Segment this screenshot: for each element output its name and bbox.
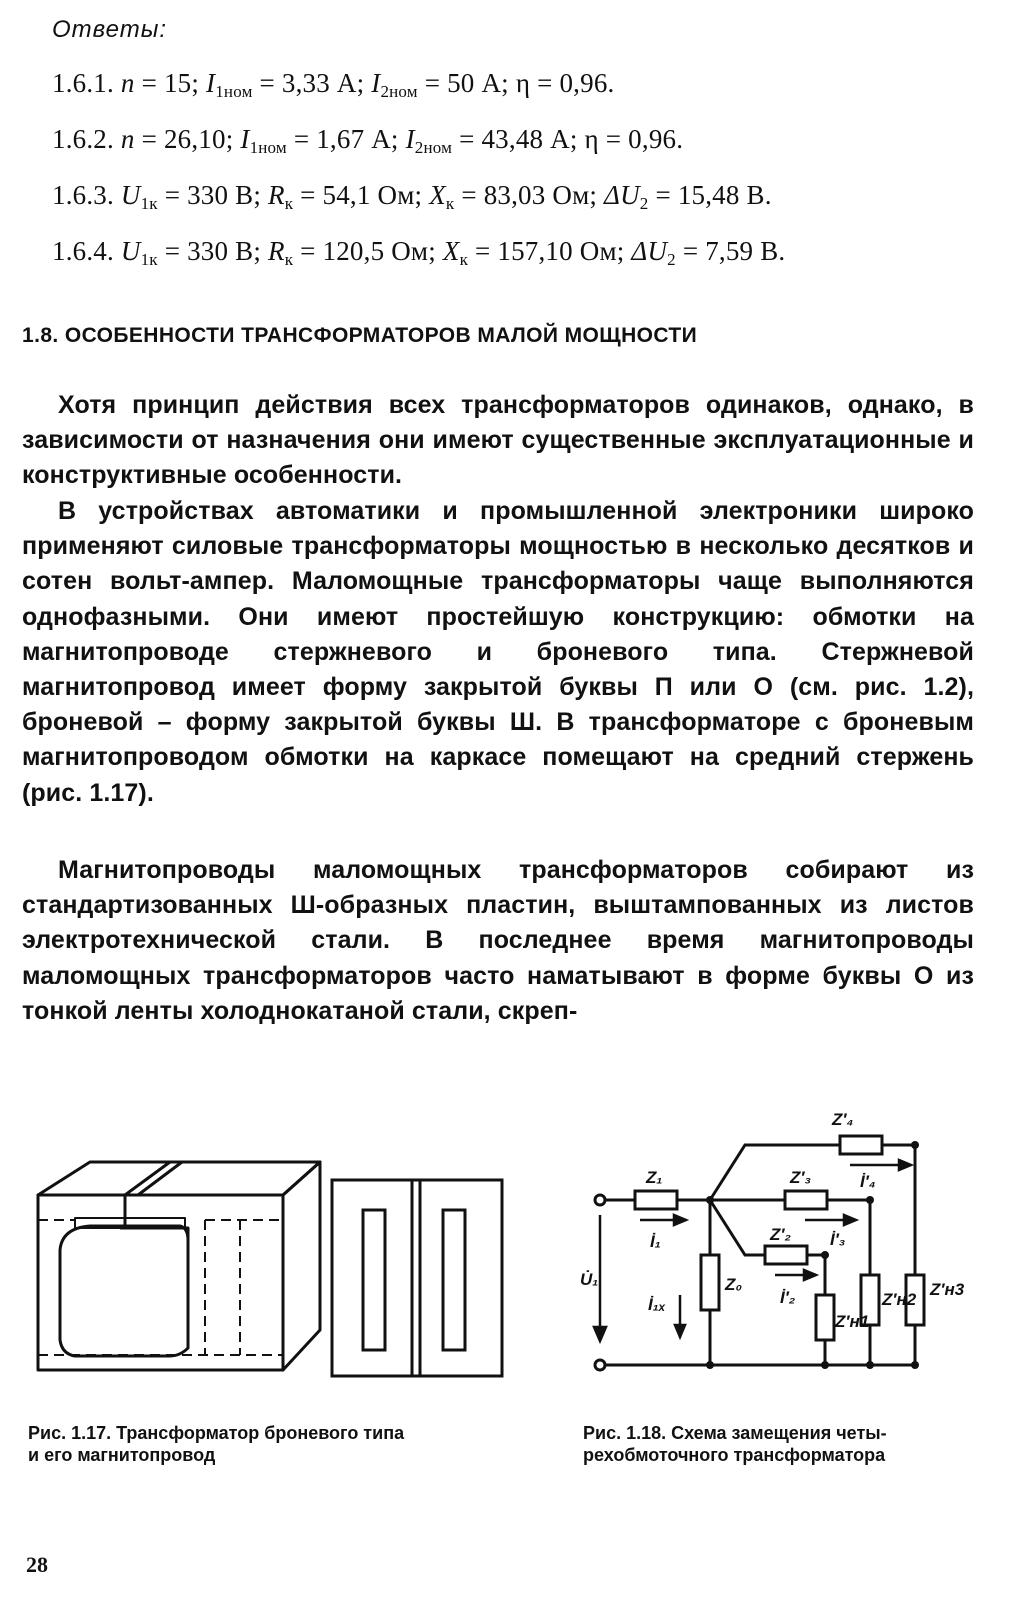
- label-i2: İ′₂: [780, 1288, 796, 1307]
- var-i: I: [371, 68, 381, 98]
- label-zn2: Z′н2: [882, 1290, 917, 1309]
- var-n: n: [120, 68, 135, 98]
- label-i1: İ₁: [650, 1232, 661, 1251]
- var-x: X: [429, 180, 446, 210]
- figure-1-18-circuit: [580, 1095, 980, 1390]
- i4-arrow: [899, 1160, 911, 1170]
- answer-number: 1.6.3.: [52, 180, 114, 210]
- subscript: 1ном: [215, 82, 253, 101]
- subscript: 1к: [140, 250, 158, 269]
- subscript: 2ном: [414, 138, 453, 157]
- answer-number: 1.6.1.: [52, 68, 114, 98]
- value: = 83,03 Ом;: [461, 180, 598, 210]
- value: = 120,5 Ом;: [300, 236, 436, 266]
- value: = 157,10 Ом;: [475, 236, 625, 266]
- answer-line: [52, 236, 785, 270]
- i2-arrow: [804, 1270, 816, 1280]
- input-terminal-top: [595, 1195, 605, 1205]
- var-r: R: [268, 236, 285, 266]
- var-i: I: [240, 124, 250, 154]
- var-r: R: [268, 180, 285, 210]
- value: = 330 В;: [164, 236, 262, 266]
- z3-resistor: [785, 1191, 827, 1209]
- z2-resistor: [765, 1246, 807, 1264]
- core-window-right: [443, 1210, 465, 1350]
- figure-1-18-caption: [583, 1422, 887, 1466]
- subscript: 1ном: [249, 138, 287, 157]
- i3-arrow: [844, 1215, 856, 1225]
- value: = 15;: [141, 68, 200, 98]
- answer-number: 1.6.2.: [52, 124, 114, 154]
- figure-1-17-caption: [28, 1422, 404, 1466]
- core-side-face: [283, 1162, 320, 1370]
- section-heading: 1.8. ОСОБЕННОСТИ ТРАНСФОРМАТОРОВ МАЛОЙ МОЩНОСТИ: [22, 324, 698, 347]
- value: = 26,10;: [141, 124, 234, 154]
- core-top-face: [38, 1162, 320, 1195]
- subscript: 2: [639, 194, 649, 213]
- value: = 54,1 Ом;: [300, 180, 423, 210]
- paragraph: Хотя принцип действия всех трансформаторов одинаков, однако, в зависимости от назначения они имеют существенные эксплуатационные и конструктивные особенности.: [22, 391, 974, 490]
- z4-resistor: [840, 1136, 882, 1154]
- var-du: ΔU: [631, 236, 668, 266]
- label-zn3: Z′н3: [930, 1280, 965, 1299]
- var-x: X: [442, 236, 460, 266]
- answer-line: [52, 124, 683, 158]
- value: = 43,48 А;: [459, 124, 578, 154]
- caption-line: Рис. 1.17. Трансформатор броневого типа: [28, 1423, 405, 1443]
- value: = 15,48 В.: [655, 180, 772, 210]
- label-z1: Z₁: [646, 1168, 663, 1187]
- z0-resistor: [701, 1255, 719, 1310]
- subscript: к: [445, 194, 455, 213]
- var-u: U: [120, 180, 141, 210]
- caption-line: Рис. 1.18. Схема замещения четы-: [583, 1423, 887, 1443]
- page-number: 28: [26, 1552, 48, 1577]
- label-z0: Z₀: [725, 1275, 743, 1294]
- label-zn1: Z′н1: [835, 1312, 870, 1331]
- subscript: к: [284, 194, 294, 213]
- value: = 3,33 А;: [259, 68, 365, 98]
- label-i1x: İ₁ₓ: [648, 1295, 666, 1314]
- i1x-arrow: [675, 1325, 685, 1337]
- var-n: n: [120, 124, 135, 154]
- caption-line: и его магнитопровод: [28, 1445, 216, 1465]
- label-z3: Z′₃: [790, 1168, 812, 1187]
- label-i3: İ′₃: [830, 1230, 846, 1249]
- core-window-left: [363, 1210, 385, 1350]
- input-terminal-bottom: [595, 1360, 605, 1370]
- label-u1: U̇₁: [580, 1270, 599, 1289]
- answer-number: 1.6.4.: [52, 236, 114, 266]
- subscript: к: [459, 250, 469, 269]
- label-z4: Z′₄: [832, 1110, 854, 1129]
- winding-coil: [60, 1226, 188, 1356]
- answer-line: [52, 68, 614, 102]
- paragraph: Магнитопроводы маломощных трансформаторов собирают из стандартизованных Ш-образных пластин, выштампованных из листов электротехнической стали. В последнее время магнитопроводы маломощных трансформаторов часто наматывают в форме буквы О из тонкой ленты холоднокатаной стали, скреп-: [22, 856, 974, 1025]
- subscript: к: [284, 250, 294, 269]
- var-du: ΔU: [604, 180, 640, 210]
- subscript: 1к: [140, 194, 158, 213]
- z1-resistor: [635, 1191, 677, 1209]
- core-outline: [332, 1180, 502, 1376]
- var-i: I: [405, 124, 415, 154]
- paragraph: В устройствах автоматики и промышленной электроники широко применяют силовые трансформаторы мощностью в несколько десятков и сотен вольт-ампер. Маломощные трансформаторы чаще выполняются однофазными. Они имеют простейшую конструкцию: обмотки на магнитопроводе стержневого и броневого типа. Стержневой магнитопровод имеет форму закрытой буквы П или О (см. рис. 1.2), броневой – форму закрытой буквы Ш. В трансформаторе с броневым магнитопроводом обмотки на каркасе помещают на средний стержень (рис. 1.17).: [22, 497, 974, 807]
- value: = 330 В;: [164, 180, 262, 210]
- i1-arrow: [674, 1215, 686, 1225]
- subscript: 2ном: [380, 82, 418, 101]
- var-i: I: [206, 68, 216, 98]
- answer-line: [52, 180, 772, 214]
- figure-1-17-drawing: [20, 1140, 540, 1380]
- efficiency: η = 0,96.: [584, 124, 684, 154]
- value: = 50 А;: [424, 68, 509, 98]
- zn1-resistor: [816, 1295, 834, 1340]
- u1-arrow: [594, 1327, 606, 1341]
- answers-label: Ответы:: [52, 16, 168, 43]
- caption-line: рехобмоточного трансформатора: [583, 1445, 886, 1465]
- label-z2: Z′₂: [770, 1225, 791, 1244]
- label-i4: İ′₄: [860, 1172, 876, 1191]
- efficiency: η = 0,96.: [515, 68, 615, 98]
- subscript: 2: [667, 250, 676, 269]
- value: = 7,59 В.: [682, 236, 786, 266]
- var-u: U: [120, 236, 141, 266]
- value: = 1,67 А;: [293, 124, 399, 154]
